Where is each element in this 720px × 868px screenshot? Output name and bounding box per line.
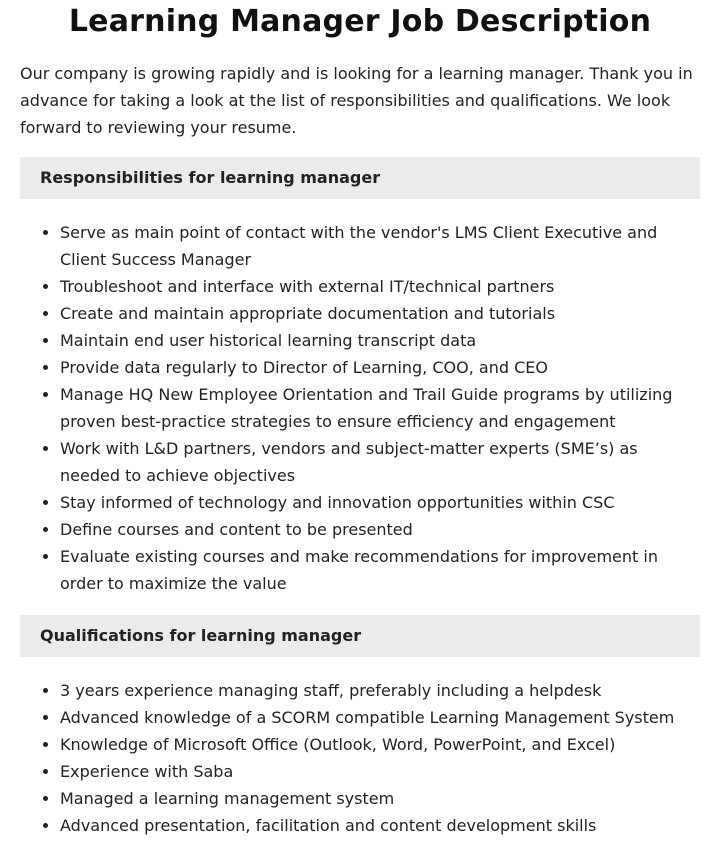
list-item: Serve as main point of contact with the vendor's LMS Client Executive and Client Success Manager — [60, 219, 700, 273]
list-item: Knowledge of Microsoft Office (Outlook, Word, PowerPoint, and Excel) — [60, 731, 700, 758]
list-item: Maintain end user historical learning transcript data — [60, 327, 700, 354]
list-item: Experience with Saba — [60, 758, 700, 785]
list-item: 3 years experience managing staff, preferably including a helpdesk — [60, 677, 700, 704]
responsibilities-heading: Responsibilities for learning manager — [20, 157, 700, 199]
list-item: Evaluate existing courses and make recommendations for improvement in order to maximize the value — [60, 543, 700, 597]
list-item: Work with L&D partners, vendors and subject-matter experts (SME’s) as needed to achieve objectives — [60, 435, 700, 489]
qualifications-heading: Qualifications for learning manager — [20, 615, 700, 657]
page-title: Learning Manager Job Description — [68, 4, 652, 39]
responsibilities-list — [20, 219, 700, 597]
list-item: Provide data regularly to Director of Learning, COO, and CEO — [60, 354, 700, 381]
list-item: Manage HQ New Employee Orientation and Trail Guide programs by utilizing proven best-practice strategies to ensure efficiency and engagement — [60, 381, 700, 435]
list-item: Stay informed of technology and innovation opportunities within CSC — [60, 489, 700, 516]
qualifications-list — [20, 677, 700, 839]
list-item: Managed a learning management system — [60, 785, 700, 812]
list-item: Troubleshoot and interface with external IT/technical partners — [60, 273, 700, 300]
list-item: Create and maintain appropriate documentation and tutorials — [60, 300, 700, 327]
list-item: Advanced knowledge of a SCORM compatible Learning Management System — [60, 704, 700, 731]
list-item: Advanced presentation, facilitation and content development skills — [60, 812, 700, 839]
list-item: Define courses and content to be presented — [60, 516, 700, 543]
intro-paragraph: Our company is growing rapidly and is looking for a learning manager. Thank you in advance for taking a look at the list of responsibilities and qualifications. We look forward to reviewing your resume. — [20, 64, 693, 137]
